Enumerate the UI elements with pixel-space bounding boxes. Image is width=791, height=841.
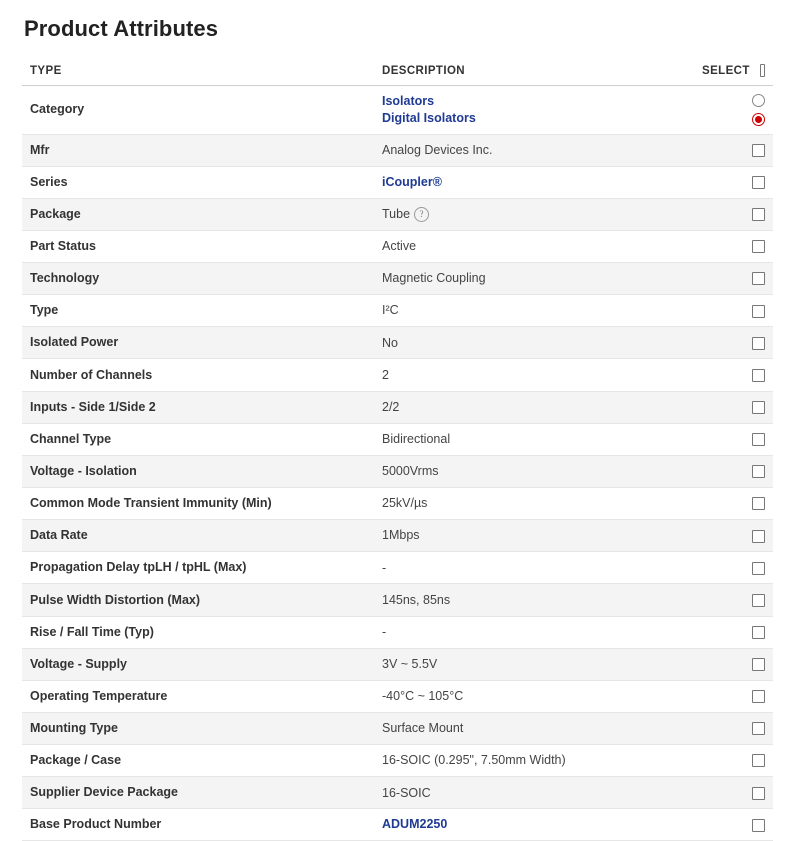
attribute-description: [374, 520, 694, 552]
attribute-select-cell: [694, 520, 773, 552]
table-row: [22, 327, 773, 359]
table-row: [22, 359, 773, 391]
row-select-checkbox[interactable]: [752, 272, 765, 285]
table-row: [22, 166, 773, 198]
attribute-value: 16-SOIC (0.295", 7.50mm Width): [382, 753, 566, 768]
attribute-select-cell: [694, 809, 773, 841]
table-row: [22, 134, 773, 166]
attribute-select-cell: [694, 327, 773, 359]
attribute-description: [374, 166, 694, 198]
attribute-select-cell: [694, 198, 773, 230]
attribute-type: Series: [22, 166, 374, 198]
attribute-description: [374, 198, 694, 230]
attribute-select-cell: [694, 616, 773, 648]
row-select-checkbox[interactable]: [752, 658, 765, 671]
attribute-value: 2: [382, 367, 389, 382]
attribute-description: [374, 680, 694, 712]
attribute-description: [374, 327, 694, 359]
table-row: [22, 423, 773, 455]
attribute-type: Type: [22, 295, 374, 327]
attribute-type: Data Rate: [22, 520, 374, 552]
attribute-type: Voltage - Isolation: [22, 455, 374, 487]
attribute-select-cell: [694, 359, 773, 391]
attribute-select-cell: [694, 488, 773, 520]
attribute-value: -: [382, 560, 387, 575]
table-row: [22, 680, 773, 712]
attribute-value: Active: [382, 239, 417, 254]
attribute-link-group: [382, 174, 688, 191]
row-select-checkbox[interactable]: [752, 465, 765, 478]
attribute-type: Number of Channels: [22, 359, 374, 391]
attribute-value: 16-SOIC: [382, 785, 431, 800]
attribute-select-cell: [694, 777, 773, 809]
table-row: [22, 809, 773, 841]
table-row: [22, 777, 773, 809]
attribute-type: Base Product Number: [22, 809, 374, 841]
attribute-value: 2/2: [382, 399, 400, 414]
attribute-select-cell: [694, 295, 773, 327]
column-header-select: [694, 56, 773, 86]
attribute-description: [374, 391, 694, 423]
attribute-description: [374, 616, 694, 648]
attribute-value: Bidirectional: [382, 432, 451, 447]
table-row: [22, 86, 773, 135]
attribute-select-cell: [694, 455, 773, 487]
attribute-description: [374, 488, 694, 520]
attribute-description: [374, 230, 694, 262]
attribute-select-cell: [694, 680, 773, 712]
attribute-value: I²C: [382, 303, 399, 318]
row-select-checkbox[interactable]: [752, 497, 765, 510]
category-radio-group: [702, 94, 765, 126]
attribute-type: Voltage - Supply: [22, 648, 374, 680]
category-radio-isolators[interactable]: [752, 94, 765, 107]
table-body: [22, 86, 773, 841]
attribute-value: No: [382, 335, 398, 350]
attribute-description: [374, 584, 694, 616]
attribute-type: Package / Case: [22, 745, 374, 777]
category-radio-digital-isolators[interactable]: [752, 113, 765, 126]
attribute-value: 145ns, 85ns: [382, 592, 451, 607]
attribute-description: [374, 648, 694, 680]
column-header-type: TYPE: [22, 56, 374, 86]
attribute-description: [374, 455, 694, 487]
attribute-type: Rise / Fall Time (Typ): [22, 616, 374, 648]
attribute-select-cell: [694, 713, 773, 745]
attribute-type: Channel Type: [22, 423, 374, 455]
attribute-description: [374, 745, 694, 777]
attribute-description: [374, 86, 694, 135]
attribute-description: [374, 809, 694, 841]
attribute-value: 5000Vrms: [382, 464, 439, 479]
attribute-description: [374, 713, 694, 745]
attribute-link[interactable]: Isolators: [382, 94, 435, 108]
attribute-link[interactable]: ADUM2250: [382, 817, 448, 832]
attribute-select-cell: [694, 391, 773, 423]
attribute-select-cell: [694, 584, 773, 616]
attribute-type: Supplier Device Package: [22, 777, 374, 809]
row-select-checkbox[interactable]: [752, 433, 765, 446]
row-select-checkbox[interactable]: [752, 176, 765, 189]
attribute-link[interactable]: iCoupler®: [382, 174, 442, 189]
table-row: [22, 713, 773, 745]
row-select-checkbox[interactable]: [752, 144, 765, 157]
attribute-type: Isolated Power: [22, 327, 374, 359]
attribute-description: [374, 134, 694, 166]
table-header-row: [22, 56, 773, 86]
table-row: [22, 552, 773, 584]
row-select-checkbox[interactable]: [752, 369, 765, 382]
row-select-checkbox[interactable]: [752, 208, 765, 221]
column-header-select-label: SELECT: [702, 64, 750, 77]
table-row: [22, 520, 773, 552]
attribute-select-cell: [694, 552, 773, 584]
attribute-type: Category: [22, 86, 374, 135]
row-select-checkbox[interactable]: [752, 240, 765, 253]
table-row: [22, 230, 773, 262]
attribute-type: Technology: [22, 263, 374, 295]
attribute-link-group: [382, 816, 688, 833]
row-select-checkbox[interactable]: [752, 722, 765, 735]
table-header: [22, 56, 773, 86]
attribute-type: Operating Temperature: [22, 680, 374, 712]
table-row: [22, 263, 773, 295]
attribute-select-cell: [694, 263, 773, 295]
attribute-link[interactable]: Digital Isolators: [382, 110, 476, 125]
attribute-type: Part Status: [22, 230, 374, 262]
attribute-value: Tube: [382, 207, 411, 222]
row-select-checkbox[interactable]: [752, 594, 765, 607]
attribute-description: [374, 552, 694, 584]
table-row: [22, 648, 773, 680]
table-row: [22, 455, 773, 487]
table-row: [22, 488, 773, 520]
attribute-value: -40°C ~ 105°C: [382, 689, 464, 704]
attribute-value: Analog Devices Inc.: [382, 143, 493, 158]
row-select-checkbox[interactable]: [752, 690, 765, 703]
attribute-select-cell: [694, 648, 773, 680]
help-icon[interactable]: ?: [414, 207, 429, 222]
attribute-type: Common Mode Transient Immunity (Min): [22, 488, 374, 520]
attribute-description: [374, 295, 694, 327]
table-row: [22, 616, 773, 648]
attribute-value: 3V ~ 5.5V: [382, 657, 438, 671]
attribute-description: [374, 423, 694, 455]
attribute-select-cell: [694, 230, 773, 262]
attribute-value: Surface Mount: [382, 721, 464, 736]
row-select-checkbox[interactable]: [752, 562, 765, 575]
attribute-description: [374, 777, 694, 809]
table-row: [22, 391, 773, 423]
attribute-value: 1Mbps: [382, 528, 420, 543]
table-row: [22, 198, 773, 230]
row-select-checkbox[interactable]: [752, 530, 765, 543]
table-row: [22, 584, 773, 616]
attribute-type: Inputs - Side 1/Side 2: [22, 391, 374, 423]
row-select-checkbox[interactable]: [752, 819, 765, 832]
attribute-description: [374, 359, 694, 391]
attribute-select-cell: [694, 134, 773, 166]
row-select-checkbox[interactable]: [752, 305, 765, 318]
select-all-checkbox[interactable]: [760, 64, 765, 77]
attribute-type: Mfr: [22, 134, 374, 166]
row-select-checkbox[interactable]: [752, 401, 765, 414]
attribute-select-cell: [694, 86, 773, 135]
attribute-link-group: [382, 93, 688, 127]
attribute-value: 25kV/µs: [382, 496, 428, 511]
column-header-description: DESCRIPTION: [374, 56, 694, 86]
attribute-type: Package: [22, 198, 374, 230]
attribute-select-cell: [694, 166, 773, 198]
row-select-checkbox[interactable]: [752, 337, 765, 350]
table-row: [22, 745, 773, 777]
attribute-type: Propagation Delay tpLH / tpHL (Max): [22, 552, 374, 584]
attribute-value: Magnetic Coupling: [382, 271, 486, 286]
attribute-value: -: [382, 624, 387, 639]
attribute-select-cell: [694, 423, 773, 455]
attribute-select-cell: [694, 745, 773, 777]
table-row: [22, 295, 773, 327]
row-select-checkbox[interactable]: [752, 787, 765, 800]
attribute-type: Pulse Width Distortion (Max): [22, 584, 374, 616]
attribute-description: [374, 263, 694, 295]
page-title: Product Attributes: [24, 16, 219, 41]
attribute-type: Mounting Type: [22, 713, 374, 745]
row-select-checkbox[interactable]: [752, 754, 765, 767]
product-attributes-table: [22, 56, 773, 841]
row-select-checkbox[interactable]: [752, 626, 765, 639]
